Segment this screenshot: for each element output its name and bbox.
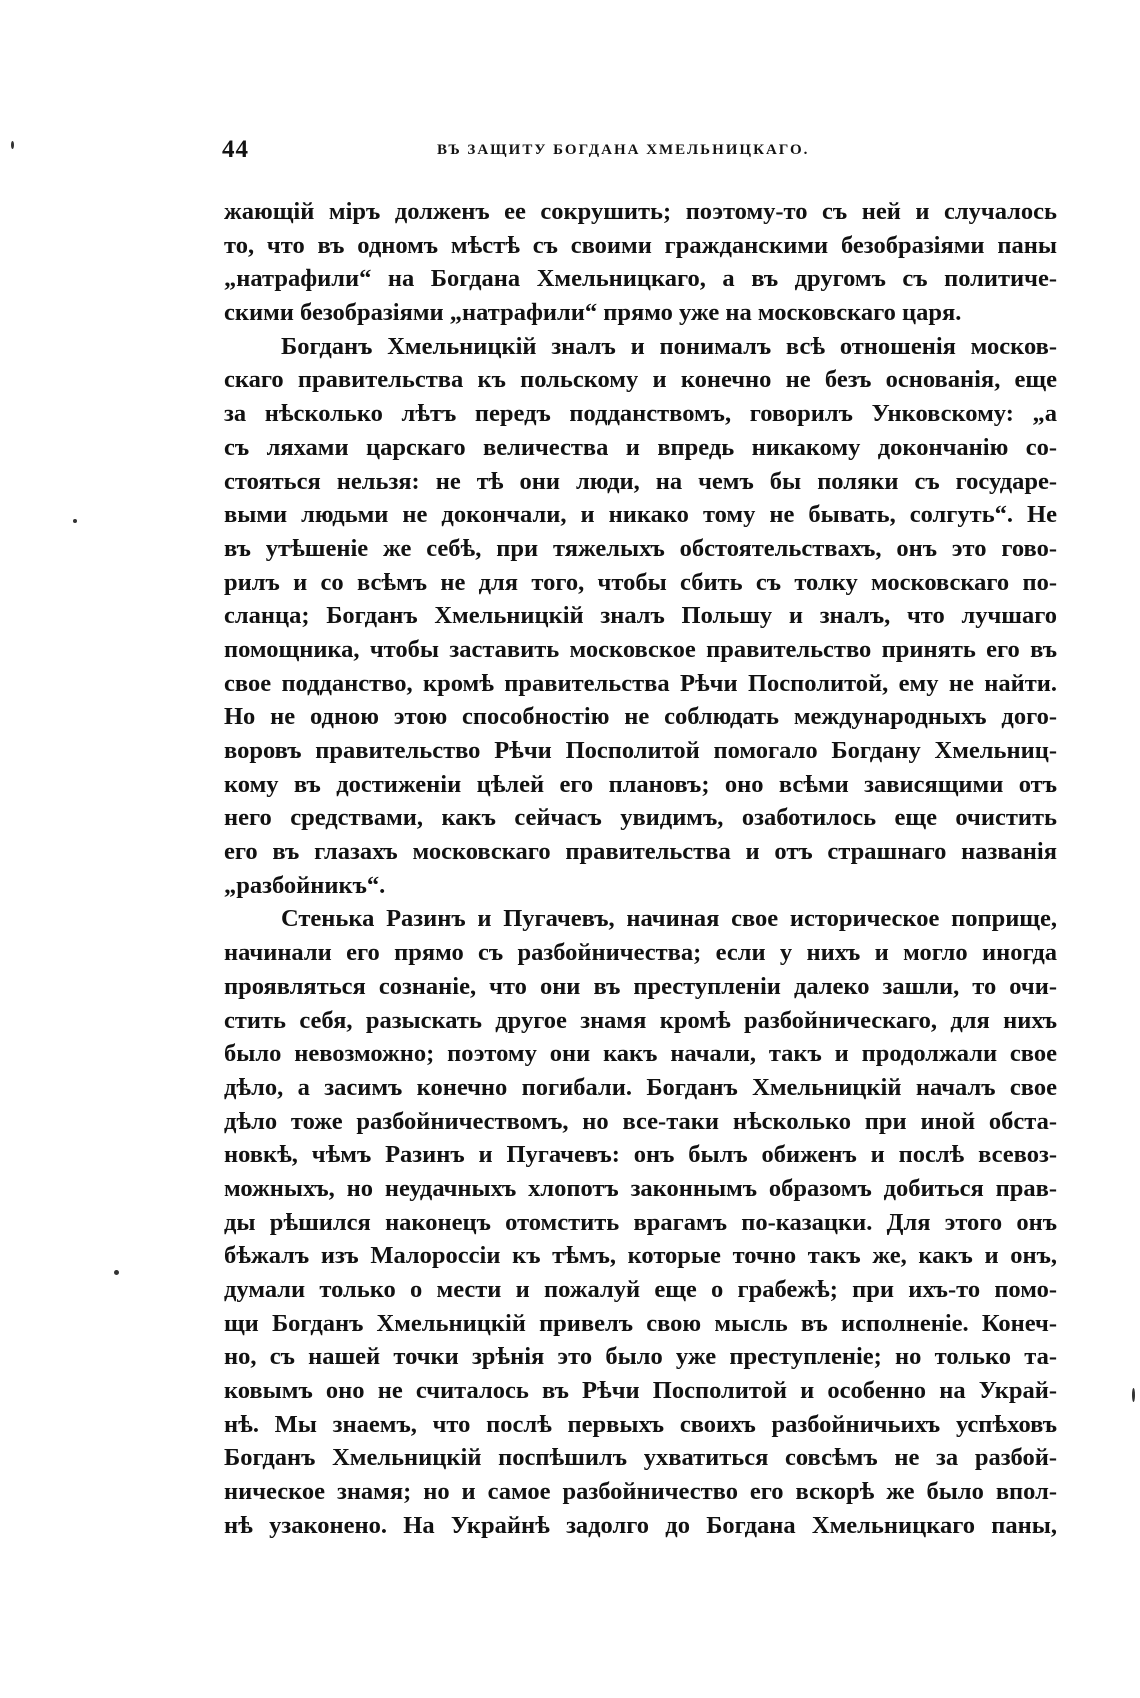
running-title: ВЪ ЗАЩИТУ БОГДАНА ХМЕЛЬНИЦКАГО. — [437, 142, 810, 158]
text-line: помощника, чтобы заставить московское правительство принять его въ — [224, 635, 1057, 663]
text-line: начинали его прямо съ разбойничества; если у нихъ и могло иногда — [224, 939, 1057, 967]
text-line: жающій міръ долженъ ее сокрушить; поэтому-то съ ней и случалось — [224, 198, 1057, 225]
text-line: было невозможно; поэтому они какъ начали, такъ и продолжали свое — [224, 1040, 1057, 1068]
text-line: въ утѣшеніе же себѣ, при тяжелыхъ обстоятельствахъ, онъ это гово- — [224, 534, 1057, 562]
text-line: съ ляхами царскаго величества и впредь никакому докончанію со- — [224, 433, 1057, 461]
text-line: скими безобразіями „натрафили“ прямо уже на московскаго царя. — [224, 299, 962, 327]
text-line: Но не одною этою способностію не соблюдать международныхъ дого- — [224, 703, 1057, 731]
text-line: нѣ. Мы знаемъ, что послѣ первыхъ своихъ разбойничьихъ успѣховъ — [224, 1410, 1057, 1438]
text-line: можныхъ, но неудачныхъ хлопотъ законнымъ образомъ добиться прав- — [224, 1174, 1057, 1202]
text-line: стояться нельзя: не тѣ они люди, на чемъ бы поляки съ государе- — [224, 467, 1057, 495]
text-line: щи Богданъ Хмельницкій привелъ свою мысль въ исполненіе. Конеч- — [224, 1309, 1057, 1337]
running-head — [222, 136, 1060, 176]
text-line: бѣжалъ изъ Малороссіи къ тѣмъ, которые точно такъ же, какъ и онъ, — [224, 1242, 1057, 1270]
text-line: Богданъ Хмельницкій поспѣшилъ ухватиться совсѣмъ не за разбой- — [224, 1444, 1057, 1472]
body-text — [224, 195, 1057, 1543]
text-line: но, съ нашей точки зрѣнія это было уже преступленіе; но только та- — [224, 1343, 1057, 1371]
scan-speck — [73, 519, 77, 523]
text-line: выми людьми не докончали, и никако тому не бывать, солгуть“. Не — [224, 501, 1057, 529]
text-line: „разбойникъ“. — [224, 871, 386, 899]
text-line: проявляться сознаніе, что они въ преступленіи далеко зашли, то очи- — [224, 972, 1057, 1000]
text-line: ды рѣшился наконецъ отомстить врагамъ по-казацки. Для этого онъ — [224, 1208, 1057, 1236]
text-line: Богданъ Хмельницкій зналъ и понималъ всѣ отношенія москов- — [281, 332, 1057, 360]
text-line: дѣло тоже разбойничествомъ, но все-таки нѣсколько при иной обста- — [224, 1107, 1057, 1135]
scan-speck — [114, 1270, 119, 1275]
text-line: нѣ узаконено. На Украйнѣ задолго до Богдана Хмельницкаго паны, — [224, 1511, 1057, 1539]
text-line: кому въ достиженіи цѣлей его плановъ; оно всѣми зависящими отъ — [224, 770, 1057, 798]
text-line: рилъ и со всѣмъ не для того, чтобы сбить съ толку московскаго по- — [224, 568, 1057, 596]
text-line: Стенька Разинъ и Пугачевъ, начиная свое историческое поприще, — [281, 905, 1057, 933]
scan-speck — [11, 141, 14, 149]
text-line: стить себя, разыскать другое знамя кромѣ разбойническаго, для нихъ — [224, 1006, 1057, 1034]
text-line: сланца; Богданъ Хмельницкій зналъ Польшу и зналъ, что лучшаго — [224, 602, 1057, 630]
text-line: „натрафили“ на Богдана Хмельницкаго, а въ другомъ съ политиче- — [224, 265, 1057, 293]
text-line: то, что въ одномъ мѣстѣ съ своими гражданскими безобразіями паны — [224, 231, 1057, 259]
scan-speck — [1132, 1388, 1135, 1402]
text-line: за нѣсколько лѣтъ передъ подданствомъ, говорилъ Унковскому: „а — [224, 400, 1057, 428]
text-line: скаго правительства къ польскому и конечно не безъ основанія, еще — [224, 366, 1057, 394]
text-line: его въ глазахъ московскаго правительства и отъ страшнаго названія — [224, 838, 1057, 866]
text-line: воровъ правительство Рѣчи Посполитой помогало Богдану Хмельниц- — [224, 737, 1057, 764]
text-line: ническое знамя; но и самое разбойничество его вскорѣ же было впол- — [224, 1478, 1057, 1506]
text-line: новкѣ, чѣмъ Разинъ и Пугачевъ: онъ былъ обиженъ и послѣ всевоз- — [224, 1141, 1057, 1169]
text-line: него средствами, какъ сейчасъ увидимъ, озаботилось еще очистить — [224, 804, 1057, 832]
text-line: дѣло, а засимъ конечно погибали. Богданъ Хмельницкій началъ свое — [224, 1073, 1057, 1101]
page-number: 44 — [222, 136, 249, 163]
text-line: свое подданство, кромѣ правительства Рѣчи Посполитой, ему не найти. — [224, 669, 1057, 697]
text-line: думали только о мести и пожалуй еще о грабежѣ; при ихъ-то помо- — [224, 1276, 1057, 1303]
text-line: ковымъ оно не считалось въ Рѣчи Посполитой и особенно на Украй- — [224, 1377, 1057, 1405]
